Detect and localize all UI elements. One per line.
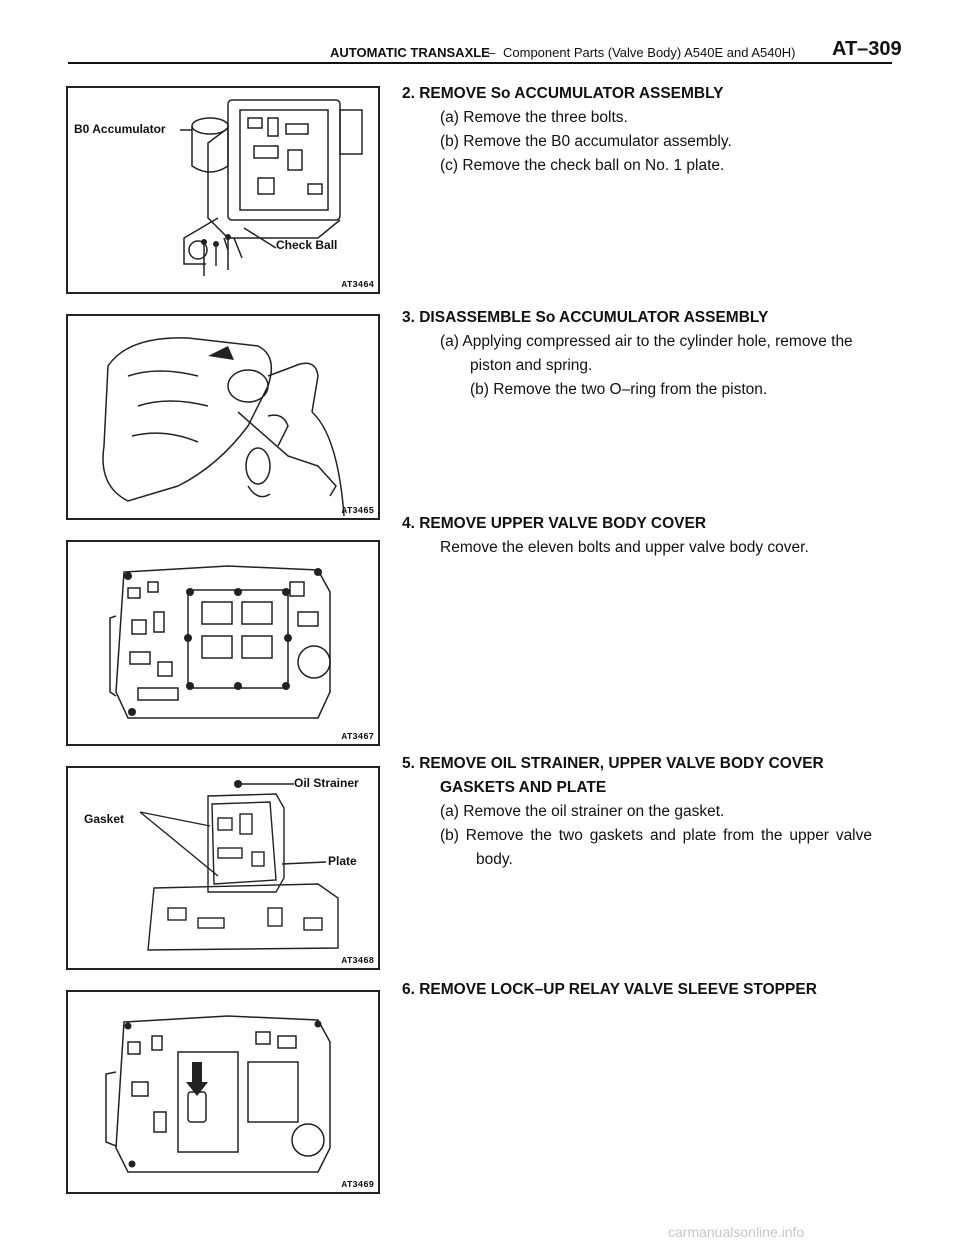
step-title: 4. REMOVE UPPER VALVE BODY COVER: [402, 515, 707, 532]
lockup-valve-illustration: [68, 992, 378, 1192]
figure-code: AT3465: [341, 506, 374, 516]
step-line: (b) Remove the two O–ring from the piston.: [470, 381, 768, 398]
step-6: [402, 978, 872, 1002]
step-line: (a) Remove the oil strainer on the gasket.: [440, 803, 725, 820]
label-b0-accumulator: B0 Accumulator: [74, 122, 166, 136]
valve-body-illustration: [68, 542, 378, 744]
figure-code: AT3468: [341, 956, 374, 966]
figure-code: AT3469: [341, 1180, 374, 1190]
page-header: [0, 0, 960, 66]
label-oil-strainer: Oil Strainer: [294, 776, 359, 790]
strainer-illustration: [68, 768, 378, 968]
step-line: (a) Remove the three bolts.: [440, 109, 628, 126]
figure-upper-valve-body: [66, 540, 380, 746]
watermark: carmanualsonline.info: [668, 1224, 805, 1240]
step-title: 3. DISASSEMBLE So ACCUMULATOR ASSEMBLY: [402, 309, 769, 326]
step-title-continued: GASKETS AND PLATE: [440, 779, 607, 796]
header-separator: –: [488, 45, 496, 60]
air-gun-illustration: [68, 316, 378, 518]
figure-b0-accumulator: [66, 86, 380, 294]
header-subsection: Component Parts (Valve Body) A540E and A540H): [503, 45, 796, 60]
step-5: [402, 752, 872, 872]
step-line: (b) Remove the two gaskets and plate from the upper valve body.: [440, 827, 872, 868]
step-title: 6. REMOVE LOCK–UP RELAY VALVE SLEEVE STOPPER: [402, 981, 817, 998]
figure-compressed-air: [66, 314, 380, 520]
step-line: (c) Remove the check ball on No. 1 plate.: [440, 157, 725, 174]
figure-oil-strainer: [66, 766, 380, 970]
step-title: 5. REMOVE OIL STRAINER, UPPER VALVE BODY COVER: [402, 755, 824, 772]
step-line: Remove the eleven bolts and upper valve body cover.: [440, 539, 809, 556]
step-4: [402, 512, 872, 560]
label-check-ball: Check Ball: [276, 238, 338, 252]
step-2: [402, 82, 872, 178]
step-3: [402, 306, 872, 402]
label-plate: Plate: [328, 854, 357, 868]
header-rule: [68, 62, 892, 64]
label-gasket: Gasket: [84, 812, 125, 826]
header-section: AUTOMATIC TRANSAXLE: [330, 45, 490, 60]
step-title: 2. REMOVE So ACCUMULATOR ASSEMBLY: [402, 85, 724, 102]
step-line: (a) Applying compressed air to the cylinder hole, remove the piston and spring.: [440, 333, 853, 374]
figure-lockup-relay-valve: [66, 990, 380, 1194]
page-number: AT–309: [832, 38, 902, 60]
figure-code: AT3464: [341, 280, 374, 290]
accumulator-illustration: [68, 88, 378, 292]
step-line: (b) Remove the B0 accumulator assembly.: [440, 133, 732, 150]
figure-code: AT3467: [341, 732, 374, 742]
